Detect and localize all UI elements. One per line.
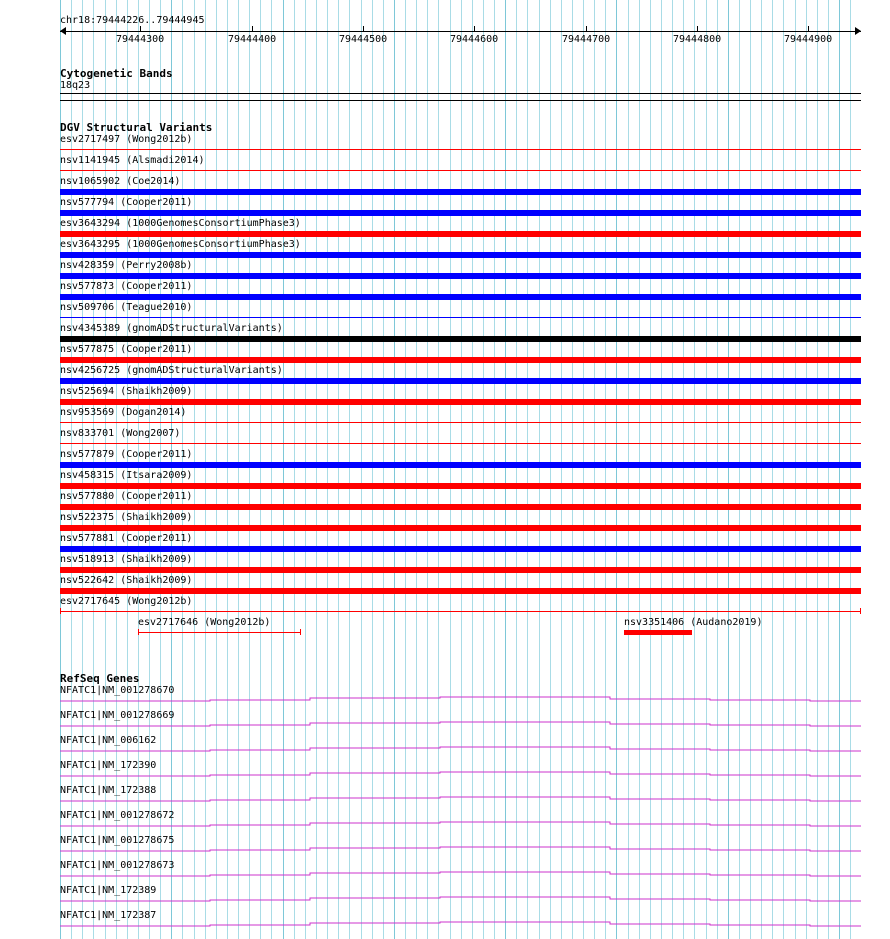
sv-feature[interactable] [60,504,861,510]
gene-line [60,797,861,801]
sv-feature[interactable] [60,336,861,342]
sv-label[interactable]: nsv577879 (Cooper2011) [60,449,193,460]
sv-label[interactable]: nsv428359 (Perry2008b) [60,260,193,271]
sv-label[interactable]: nsv509706 (Teague2010) [60,302,193,313]
ruler-tick-label: 79444600 [450,34,499,45]
sv-label[interactable]: nsv4256725 (gnomADStructuralVariants) [60,365,283,376]
sv-feature[interactable] [138,632,301,633]
gene-label[interactable]: NFATC1|NM_172388 [60,785,157,796]
sv-label[interactable]: nsv522642 (Shaikh2009) [60,575,193,586]
sv-label[interactable]: nsv577873 (Cooper2011) [60,281,193,292]
sv-label[interactable]: nsv458315 (Itsara2009) [60,470,193,481]
ruler-tick-label: 79444300 [116,34,165,45]
sv-feature[interactable] [60,546,861,552]
sv-label[interactable]: nsv522375 (Shaikh2009) [60,512,193,523]
sv-label[interactable]: nsv3351406 (Audano2019) [624,617,763,628]
gene-line [60,922,861,926]
sv-label[interactable]: esv3643295 (1000GenomesConsortiumPhase3) [60,239,301,250]
gene-line [60,747,861,751]
sv-feature[interactable] [60,170,861,171]
gene-label[interactable]: NFATC1|NM_172389 [60,885,157,896]
ruler-tick [252,26,253,32]
ruler-tick-label: 79444800 [673,34,722,45]
sv-feature[interactable] [60,231,861,237]
ruler-tick [363,26,364,32]
gene-line [60,897,861,901]
sv-label[interactable]: esv2717497 (Wong2012b) [60,134,193,145]
gene-label[interactable]: NFATC1|NM_001278673 [60,860,175,871]
sv-feature[interactable] [60,189,861,195]
ruler-tick [140,26,141,32]
sv-feature[interactable] [60,210,861,216]
gene-line [60,822,861,826]
sv-feature[interactable] [60,317,861,318]
sv-feature[interactable] [60,273,861,279]
sv-feature[interactable] [60,422,861,423]
sv-feature[interactable] [60,567,861,573]
ruler-tick-label: 79444700 [562,34,611,45]
ruler-left-arrow-icon[interactable] [60,27,66,35]
gene-model[interactable] [60,718,862,730]
sv-label[interactable]: nsv953569 (Dogan2014) [60,407,187,418]
sv-label[interactable]: nsv577875 (Cooper2011) [60,344,193,355]
sv-label[interactable]: nsv4345389 (gnomADStructuralVariants) [60,323,283,334]
sv-label[interactable]: nsv518913 (Shaikh2009) [60,554,193,565]
ruler-tick [586,26,587,32]
gene-model[interactable] [60,793,862,805]
ruler-tick-label: 79444500 [339,34,388,45]
gene-line [60,872,861,876]
sv-feature[interactable] [624,630,692,635]
sv-feature[interactable] [60,294,861,300]
sv-feature[interactable] [60,611,861,612]
sv-feature-cap [60,608,61,614]
gene-label[interactable]: NFATC1|NM_001278670 [60,685,175,696]
gene-label[interactable]: NFATC1|NM_001278675 [60,835,175,846]
region-label: chr18:79444226..79444945 [60,15,205,26]
gene-label[interactable]: NFATC1|NM_006162 [60,735,157,746]
gene-line [60,847,861,851]
gene-line [60,697,861,701]
gene-model[interactable] [60,693,862,705]
sv-label[interactable]: nsv577794 (Cooper2011) [60,197,193,208]
ruler-right-arrow-icon[interactable] [855,27,861,35]
ruler-tick-label: 79444400 [228,34,277,45]
sv-label[interactable]: esv2717645 (Wong2012b) [60,596,193,607]
gene-label[interactable]: NFATC1|NM_001278669 [60,710,175,721]
sv-feature[interactable] [60,483,861,489]
ruler-tick-label: 79444900 [784,34,833,45]
sv-feature[interactable] [60,443,861,444]
sv-feature[interactable] [60,252,861,258]
gene-model[interactable] [60,868,862,880]
cytoband-label: 18q23 [60,80,91,91]
ruler-tick [697,26,698,32]
sv-label[interactable]: nsv577881 (Cooper2011) [60,533,193,544]
ruler-tick [474,26,475,32]
sv-feature[interactable] [60,462,861,468]
cytoband-bottom-border [60,100,861,101]
sv-feature[interactable] [60,357,861,363]
sv-feature[interactable] [60,588,861,594]
dgv-track-title: DGV Structural Variants [60,121,213,134]
refseq-track-title: RefSeq Genes [60,672,140,685]
gene-label[interactable]: NFATC1|NM_172387 [60,910,157,921]
sv-feature-left-cap [138,629,139,635]
sv-label[interactable]: esv3643294 (1000GenomesConsortiumPhase3) [60,218,301,229]
sv-label[interactable]: nsv833701 (Wong2007) [60,428,181,439]
sv-label[interactable]: nsv577880 (Cooper2011) [60,491,193,502]
sv-label[interactable]: nsv1141945 (Alsmadi2014) [60,155,205,166]
gene-line [60,722,861,726]
gene-model[interactable] [60,918,862,930]
sv-feature[interactable] [60,378,861,384]
gene-model[interactable] [60,768,862,780]
gene-model[interactable] [60,743,862,755]
gene-label[interactable]: NFATC1|NM_172390 [60,760,157,771]
sv-feature[interactable] [60,525,861,531]
sv-feature-cap [860,608,861,614]
cytoband-top-border [60,93,861,94]
sv-label[interactable]: esv2717646 (Wong2012b) [138,617,271,628]
gene-line [60,772,861,776]
cytoband-track-title: Cytogenetic Bands [60,67,173,80]
gene-model[interactable] [60,843,862,855]
sv-label[interactable]: nsv525694 (Shaikh2009) [60,386,193,397]
sv-feature[interactable] [60,399,861,405]
gene-label[interactable]: NFATC1|NM_001278672 [60,810,175,821]
gene-model[interactable] [60,818,862,830]
ruler-axis [60,31,861,32]
gene-model[interactable] [60,893,862,905]
sv-label[interactable]: nsv1065902 (Coe2014) [60,176,181,187]
sv-feature-right-cap [300,629,301,635]
ruler-tick [808,26,809,32]
sv-feature[interactable] [60,149,861,150]
